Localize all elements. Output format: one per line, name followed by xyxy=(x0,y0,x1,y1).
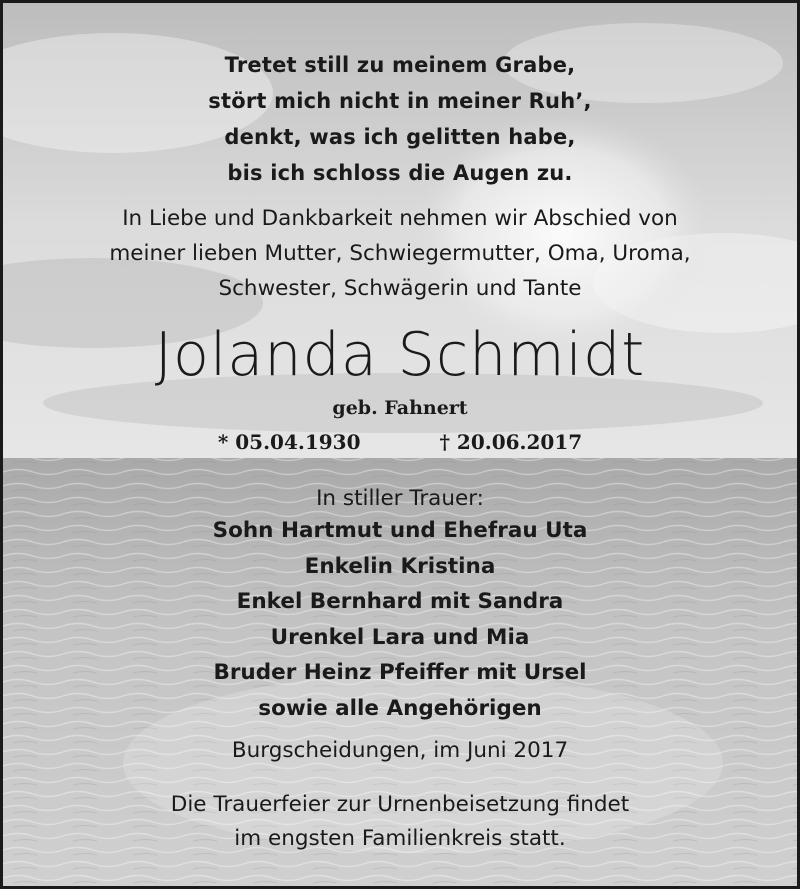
mourning-heading: In stiller Trauer: xyxy=(316,486,484,511)
mourner-line: Enkelin Kristina xyxy=(304,553,496,579)
mourner-line: sowie alle Angehörigen xyxy=(258,695,542,721)
ceremony-line: Die Trauerfeier zur Urnenbeisetzung findet xyxy=(170,792,630,817)
death-date: † 20.06.2017 xyxy=(439,430,583,454)
poem-line: bis ich schloss die Augen zu. xyxy=(227,161,573,185)
mourners-list xyxy=(3,513,797,726)
life-dates xyxy=(3,427,797,457)
ceremony-line: im engsten Familienkreis statt. xyxy=(234,826,566,851)
deceased-name: Jolanda Schmidt xyxy=(154,320,646,390)
mourner-line: Urenkel Lara und Mia xyxy=(270,624,530,650)
intro-line: In Liebe und Dankbarkeit nehmen wir Abschied von xyxy=(122,206,678,231)
memorial-poem xyxy=(3,47,797,191)
intro-line: Schwester, Schwägerin und Tante xyxy=(218,276,582,301)
poem-line: stört mich nicht in meiner Ruh’, xyxy=(208,89,592,113)
poem-line: Tretet still zu meinem Grabe, xyxy=(224,53,576,77)
mourner-line: Sohn Hartmut und Ehefrau Uta xyxy=(212,518,588,543)
birth-date: * 05.04.1930 xyxy=(217,430,361,454)
mourner-line: Enkel Bernhard mit Sandra xyxy=(236,589,564,614)
mourner-line: Bruder Heinz Pfeiffer mit Ursel xyxy=(213,660,587,685)
farewell-intro xyxy=(3,201,797,306)
poem-line: denkt, was ich gelitten habe, xyxy=(224,125,576,149)
intro-line: meiner lieben Mutter, Schwiegermutter, Oma, Uroma, xyxy=(109,241,691,266)
ceremony-info xyxy=(3,788,797,856)
place-and-date: Burgscheidungen, im Juni 2017 xyxy=(231,738,569,763)
birth-name: geb. Fahnert xyxy=(332,397,468,419)
